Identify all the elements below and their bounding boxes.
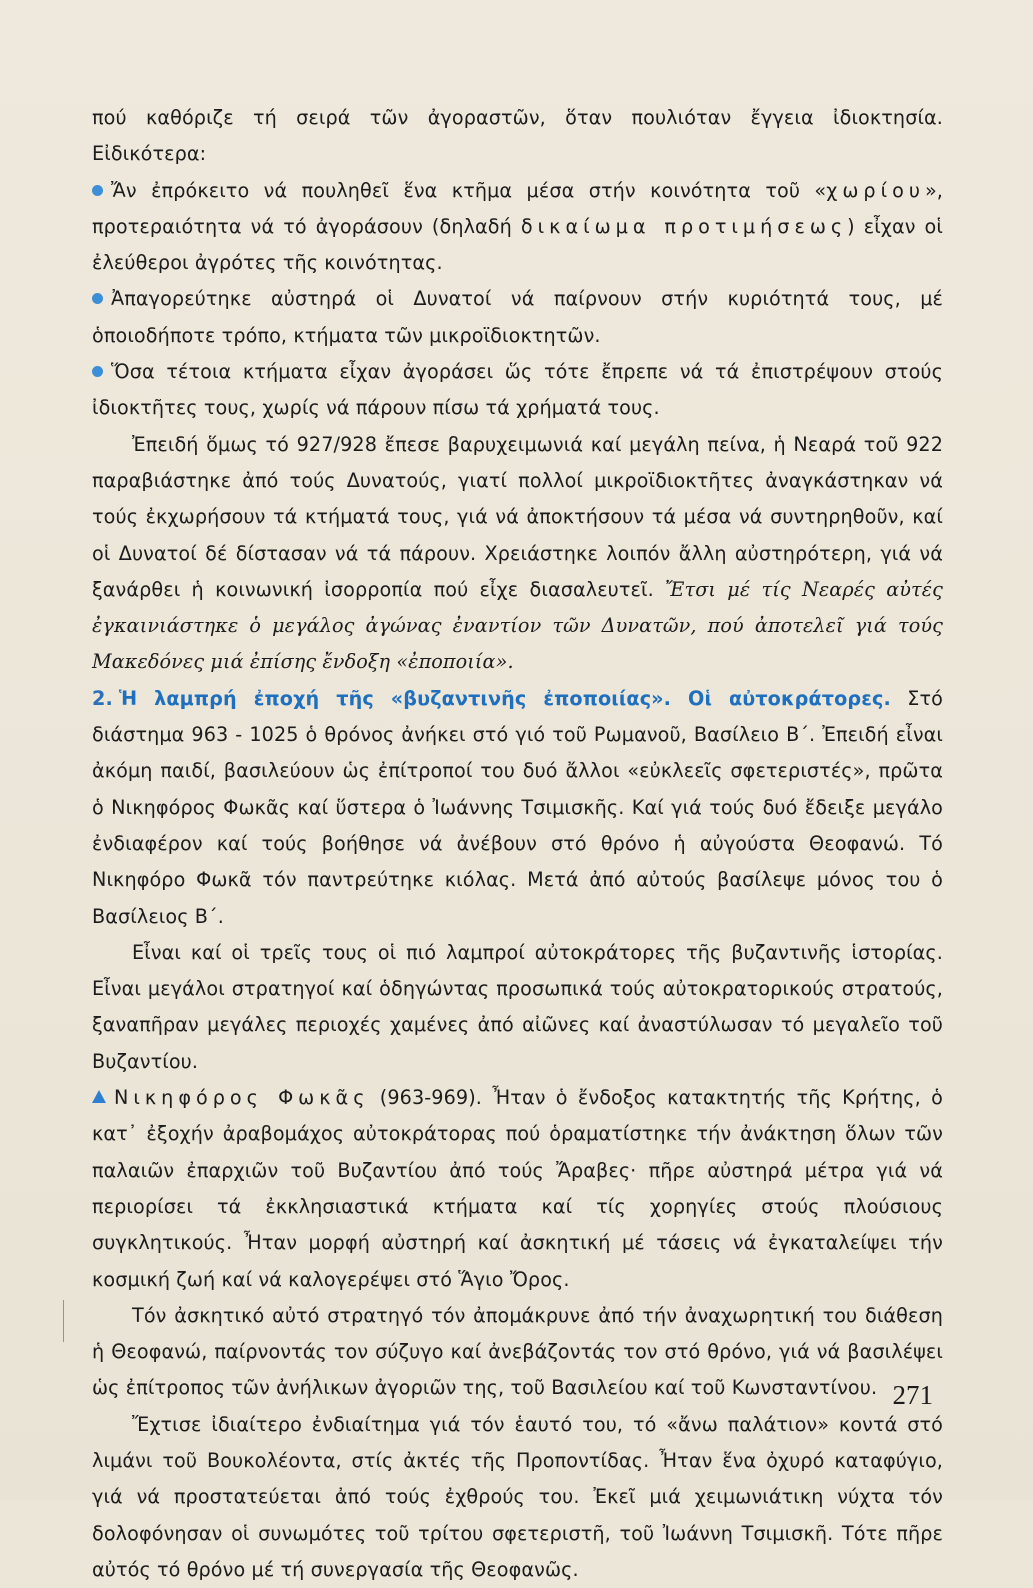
section-number: 2. — [92, 686, 113, 710]
paragraph — [92, 1298, 943, 1407]
bullet-text: Ὅσα τέτοια κτήματα εἶχαν ἀγοράσει ὥς τότε ἔπρεπε νά τά ἐπιστρέψουν στούς ἰδιοκτῆτες τους, χωρίς νά πάρουν πίσω τά χρήματά τους. — [92, 360, 943, 420]
bullet-icon — [92, 293, 103, 304]
section-heading: Ἡ λαμπρή ἐποχή τῆς «βυζαντινῆς ἐποποιίας». Οἱ αὐτοκράτορες. — [118, 686, 891, 710]
paragraph — [92, 1407, 943, 1588]
bullet-icon — [92, 185, 103, 196]
bullet-text: Ἀπαγορεύτηκε αὐστηρά οἱ Δυνατοί νά παίρνουν στήν κυριότητά τους, μέ ὁποιοδήποτε τρόπο, κτήματα τῶν μικροϊδιοκτητῶν. — [92, 287, 943, 347]
emperor-name: Νικηφόρος Φωκᾶς — [114, 1086, 370, 1110]
paragraph — [92, 935, 943, 1080]
paragraph-text: Τόν ἀσκητικό αὐτό στρατηγό τόν ἀπομάκρυνε ἀπό τήν ἀναχωρητική του διάθεση ἡ Θεοφανώ, παίρνοντάς τον σύζυγο καί ἀνεβάζοντάς τον στό θρόνο, γιά νά βασιλέψει ὡς ἐπίτροπος τῶν ἀνήλικων ἀγοριῶν της, τοῦ Βασιλείου καί τοῦ Κωνσταντίνου. — [92, 1303, 943, 1400]
page-number: 271 — [892, 1380, 933, 1410]
bullet-item — [92, 281, 943, 354]
italic-text: Ἔτσι μέ τίς Νεαρές αὐτές ἐγκαινιάστηκε ὁ μεγάλος ἀγώνας ἐναντίον τῶν Δυνατῶν, πού ἀποτελεῖ γιά τούς Μακεδόνες μιά ἐπίσης ἔνδοξη «ἐποποιία». — [92, 577, 943, 674]
bullet-icon — [92, 366, 103, 377]
subsection-paragraph — [92, 1080, 943, 1298]
bullet-item — [92, 354, 943, 427]
margin-line — [63, 1300, 68, 1342]
paragraph-text: (963-969). Ἦταν ὁ ἔνδοξος κατακτητής τῆς Κρήτης, ὁ κατ᾿ ἐξοχήν ἀραβομάχος αὐτοκράτορας πού ὁραματίστηκε τήν ἀνάκτηση ὅλων τῶν παλαιῶν ἐπαρχιῶν τοῦ Βυζαντίου ἀπό τούς Ἄραβες· πῆρε αὐστηρά μέτρα γιά νά περιορίσει τά ἐκκλησιαστικά κτήματα καί τίς χορηγίες στούς πλούσιους συγκλητικούς. Ἦταν μορφή αὐστηρή καί ἀσκητική μέ τάσεις νά ἐγκαταλείψει τήν κοσμική ζωή καί νά καλογερέψει στό Ἅγιο Ὄρος. — [92, 1086, 943, 1291]
paragraph-text: Ἔχτισε ἰδιαίτερο ἐνδιαίτημα γιά τόν ἑαυτό του, τό «ἄνω παλάτιον» κοντά στό λιμάνι τοῦ Βουκολέοντα, στίς ἀκτές τῆς Προποντίδας. Ἦταν ἕνα ὀχυρό καταφύγιο, γιά νά προστατεύεται ἀπό τούς ἐχθρούς του. Ἐκεῖ μιά χειμωνιάτικη νύχτα τόν δολοφόνησαν οἱ συνωμότες τοῦ τρίτου σφετεριστῆ, τοῦ Ἰωάννη Τσιμισκῆ. Τότε πῆρε αὐτός τό θρόνο μέ τή συνεργασία τῆς Θεοφανῶς. — [92, 1412, 943, 1581]
paragraph — [92, 427, 943, 681]
paragraph-text: πού καθόριζε τή σειρά τῶν ἀγοραστῶν, ὅταν πουλιόταν ἔγγεια ἰδιοκτησία. Εἰδικότερα: — [92, 106, 943, 166]
spaced-term: χωρίου — [826, 178, 925, 202]
spaced-term: δικαίωμα προτιμήσεως — [520, 214, 848, 238]
bullet-item — [92, 173, 943, 282]
paragraph-text: Εἶναι καί οἱ τρεῖς τους οἱ πιό λαμπροί αὐτοκράτορες τῆς βυζαντινῆς ἱστορίας. Εἶναι μεγάλοι στρατηγοί καί ὁδηγώντας προσωπικά τούς αὐτοκρατορικούς στρατούς, ξαναπῆραν μεγάλες περιοχές χαμένες ἀπό αἰῶνες καί ἀναστύλωσαν τό μεγαλεῖο τοῦ Βυζαντίου. — [92, 940, 943, 1073]
paragraph — [92, 100, 943, 173]
body-text — [92, 100, 943, 1588]
triangle-icon — [92, 1090, 106, 1103]
section-paragraph — [92, 681, 943, 935]
bullet-text: », προτεραιότητα νά τό ἀγοράσουν (δηλαδή — [92, 178, 943, 238]
bullet-text: ) εἶχαν οἱ ἐλεύθεροι ἀγρότες τῆς κοινότητας. — [92, 214, 943, 275]
bullet-text: Ἄν ἐπρόκειτο νά πουληθεῖ ἕνα κτῆμα μέσα στήν κοινότητα τοῦ « — [111, 178, 827, 202]
paragraph-text: Στό διάστημα 963 - 1025 ὁ θρόνος ἀνήκει στό γιό τοῦ Ρωμανοῦ, Βασίλειο Β΄. Ἐπειδή εἶναι ἀκόμη παιδί, βασιλεύουν ὡς ἐπίτροποί του δυό ἄλλοι «εὐκλεεῖς σφετεριστές», πρῶτα ὁ Νικηφόρος Φωκᾶς καί ὕστερα ὁ Ἰωάννης Τσιμισκῆς. Καί γιά τούς δυό ἔδειξε μεγάλο ἐνδιαφέρον καί τούς βοήθησε νά ἀνέβουν στό θρόνο ἡ αὐγούστα Θεοφανώ. Τό Νικηφόρο Φωκᾶ τόν παντρεύτηκε κιόλας. Μετά ἀπό αὐτούς βασίλεψε μόνος του ὁ Βασίλειος Β΄. — [92, 686, 944, 928]
paragraph-text: Ἐπειδή ὅμως τό 927/928 ἔπεσε βαρυχειμωνιά καί μεγάλη πείνα, ἡ Νεαρά τοῦ 922 παραβιάστηκε ἀπό τούς Δυνατούς, γιατί πολλοί μικροϊδιοκτῆτες ἀναγκάστηκαν νά τούς ἐκχωρήσουν τά κτήματά τους, γιά νά ἀποκτήσουν τά μέσα νά συντηρηθοῦν, καί οἱ Δυνατοί δέ δίστασαν νά τά πάρουν. Χρειάστηκε λοιπόν ἄλλη αὐστηρότερη, γιά νά ξανάρθει ἡ κοινωνική ἰσορροπία πού εἶχε διασαλευτεῖ. — [92, 432, 943, 601]
